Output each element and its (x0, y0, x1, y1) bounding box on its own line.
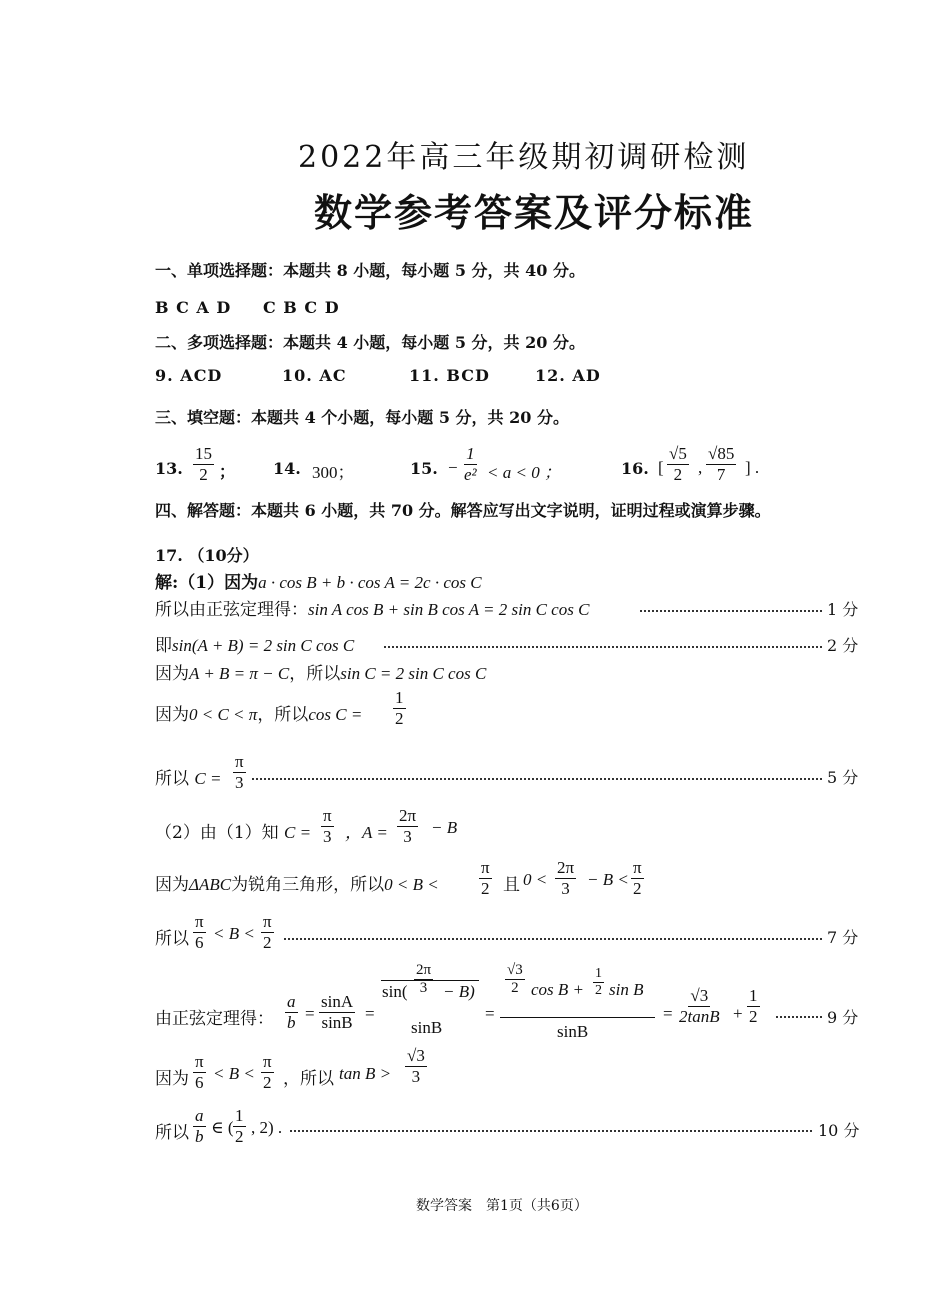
q17-line-2: 所以由正弦定理得：sin A cos B + sin B cos A = 2 sin C cos C (155, 600, 590, 620)
page-subtitle: 数学参考答案及评分标准 (314, 191, 755, 235)
fraction: $\frac{√3}{3}$ (407, 1046, 425, 1086)
fraction: $\frac{\pi}{2}$ (481, 858, 490, 898)
q15-value: < a < 0 ； (487, 463, 561, 482)
q17-line-10: 由正弦定理得： $\frac{a}{b}$ = $\frac{\sin A}{\sin B}$ = sin( $\frac{2\pi}{3}$ − B) sinB = $\frac{√3}{2}$ cos B + $\frac{1}{2}$ sin B sinB = $\frac{√3}{2\tan B}$ + $\frac{1}{2}$ (155, 962, 758, 1041)
q15-label: 15. (410, 459, 438, 478)
score-mark: 7 分 (827, 928, 859, 947)
fraction: $\frac{1}{2}$ (749, 986, 758, 1026)
q16-fraction-b: $\frac{√85}{7}$ (708, 444, 735, 484)
q16-fraction-a: $\frac{√5}{2}$ (669, 444, 687, 484)
q17-line-11: 因为 $\frac{\pi}{6}$ < B < $\frac{\pi}{2}$ ，所以 tan B > $\frac{√3}{3}$ (155, 1046, 425, 1092)
page-footer: 数学答案 第1页（共6页） (416, 1198, 588, 1214)
section-2-answer: 12. AD (535, 366, 601, 385)
leader-dots (384, 646, 822, 648)
fraction: $\frac{√3}{2}$ (507, 962, 523, 997)
section-1-heading: 一、单项选择题：本题共 8 小题，每小题 5 分，共 40 分。 (155, 261, 585, 280)
leader-dots (290, 1130, 812, 1132)
q13-fraction: $\frac{15}{2}$ (195, 444, 212, 484)
section-2-heading: 二、多项选择题：本题共 4 小题，每小题 5 分，共 20 分。 (155, 333, 585, 352)
fraction: $\frac{\pi}{2}$ (263, 912, 272, 952)
section-2-answer: 11. BCD (409, 366, 490, 385)
fraction: $\frac{2\pi}{3}$ (416, 962, 432, 997)
q13-label: 13. (155, 459, 183, 478)
leader-dots (776, 1016, 822, 1018)
fraction: $\frac{a}{b}$ (195, 1106, 204, 1146)
fraction: $\frac{1}{2}$ (235, 1106, 244, 1146)
fraction: $\frac{\pi}{6}$ (195, 1052, 204, 1092)
section-1-answers-b: C B C D (263, 298, 340, 317)
section-1-answers-a: B C A D (155, 298, 232, 317)
fraction: $\frac{a}{b}$ (287, 992, 296, 1032)
q14-label: 14. (273, 459, 301, 478)
score-mark: 10 分 (818, 1121, 860, 1140)
fraction: $\frac{\pi}{6}$ (195, 912, 204, 952)
fraction: $\frac{\pi}{2}$ (633, 858, 642, 898)
score-mark: 1 分 (827, 600, 859, 619)
score-mark: 5 分 (827, 768, 859, 787)
score-mark: 2 分 (827, 636, 859, 655)
fraction: $\frac{1}{2}$ (595, 966, 602, 999)
q17-header: 17. （10分） (155, 546, 259, 565)
section-2-answer: 9. ACD (155, 366, 223, 385)
q17-line-4: 因为A + B = π − C，所以sin C = 2 sin C cos C (155, 664, 487, 684)
fraction: $\frac{2\pi}{3}$ (557, 858, 575, 898)
leader-dots (640, 610, 822, 612)
fraction: $\frac{1}{2}$ (395, 688, 404, 728)
fraction: $\frac{\pi}{3}$ (235, 752, 244, 792)
q17-line-12: 所以 $\frac{a}{b}$ ∈ ( $\frac{1}{2}$ , 2) . (155, 1106, 283, 1146)
q17-line-1: 解:（1）因为a · cos B + b · cos A = 2c · cos C (155, 573, 482, 593)
fraction: $\frac{\pi}{3}$ (323, 806, 332, 846)
q16-label: 16. (621, 459, 649, 478)
score-mark: 9 分 (827, 1008, 859, 1027)
leader-dots (284, 938, 822, 940)
q15-fraction: $\frac{1}{\text{e²}}$ (464, 444, 477, 484)
fraction: $\frac{\pi}{2}$ (263, 1052, 272, 1092)
page-title: 2022年高三年级期初调研检测 (298, 140, 750, 175)
q17-line-3: 即sin(A + B) = 2 sin C cos C (155, 636, 355, 656)
section-3-heading: 三、填空题：本题共 4 个小题，每小题 5 分，共 20 分。 (155, 408, 569, 427)
fraction: $\frac{\sin A}{\sin B}$ (321, 992, 354, 1032)
fraction: $\frac{√3}{2\tan B}$ (679, 986, 720, 1026)
fraction: $\frac{2\pi}{3}$ (399, 806, 417, 846)
leader-dots (252, 778, 822, 780)
section-2-answer: 10. AC (282, 366, 347, 385)
q14-value: 300； (312, 463, 355, 482)
section-4-heading: 四、解答题：本题共 6 小题，共 70 分。解答应写出文字说明，证明过程或演算步骤。 (155, 501, 771, 520)
